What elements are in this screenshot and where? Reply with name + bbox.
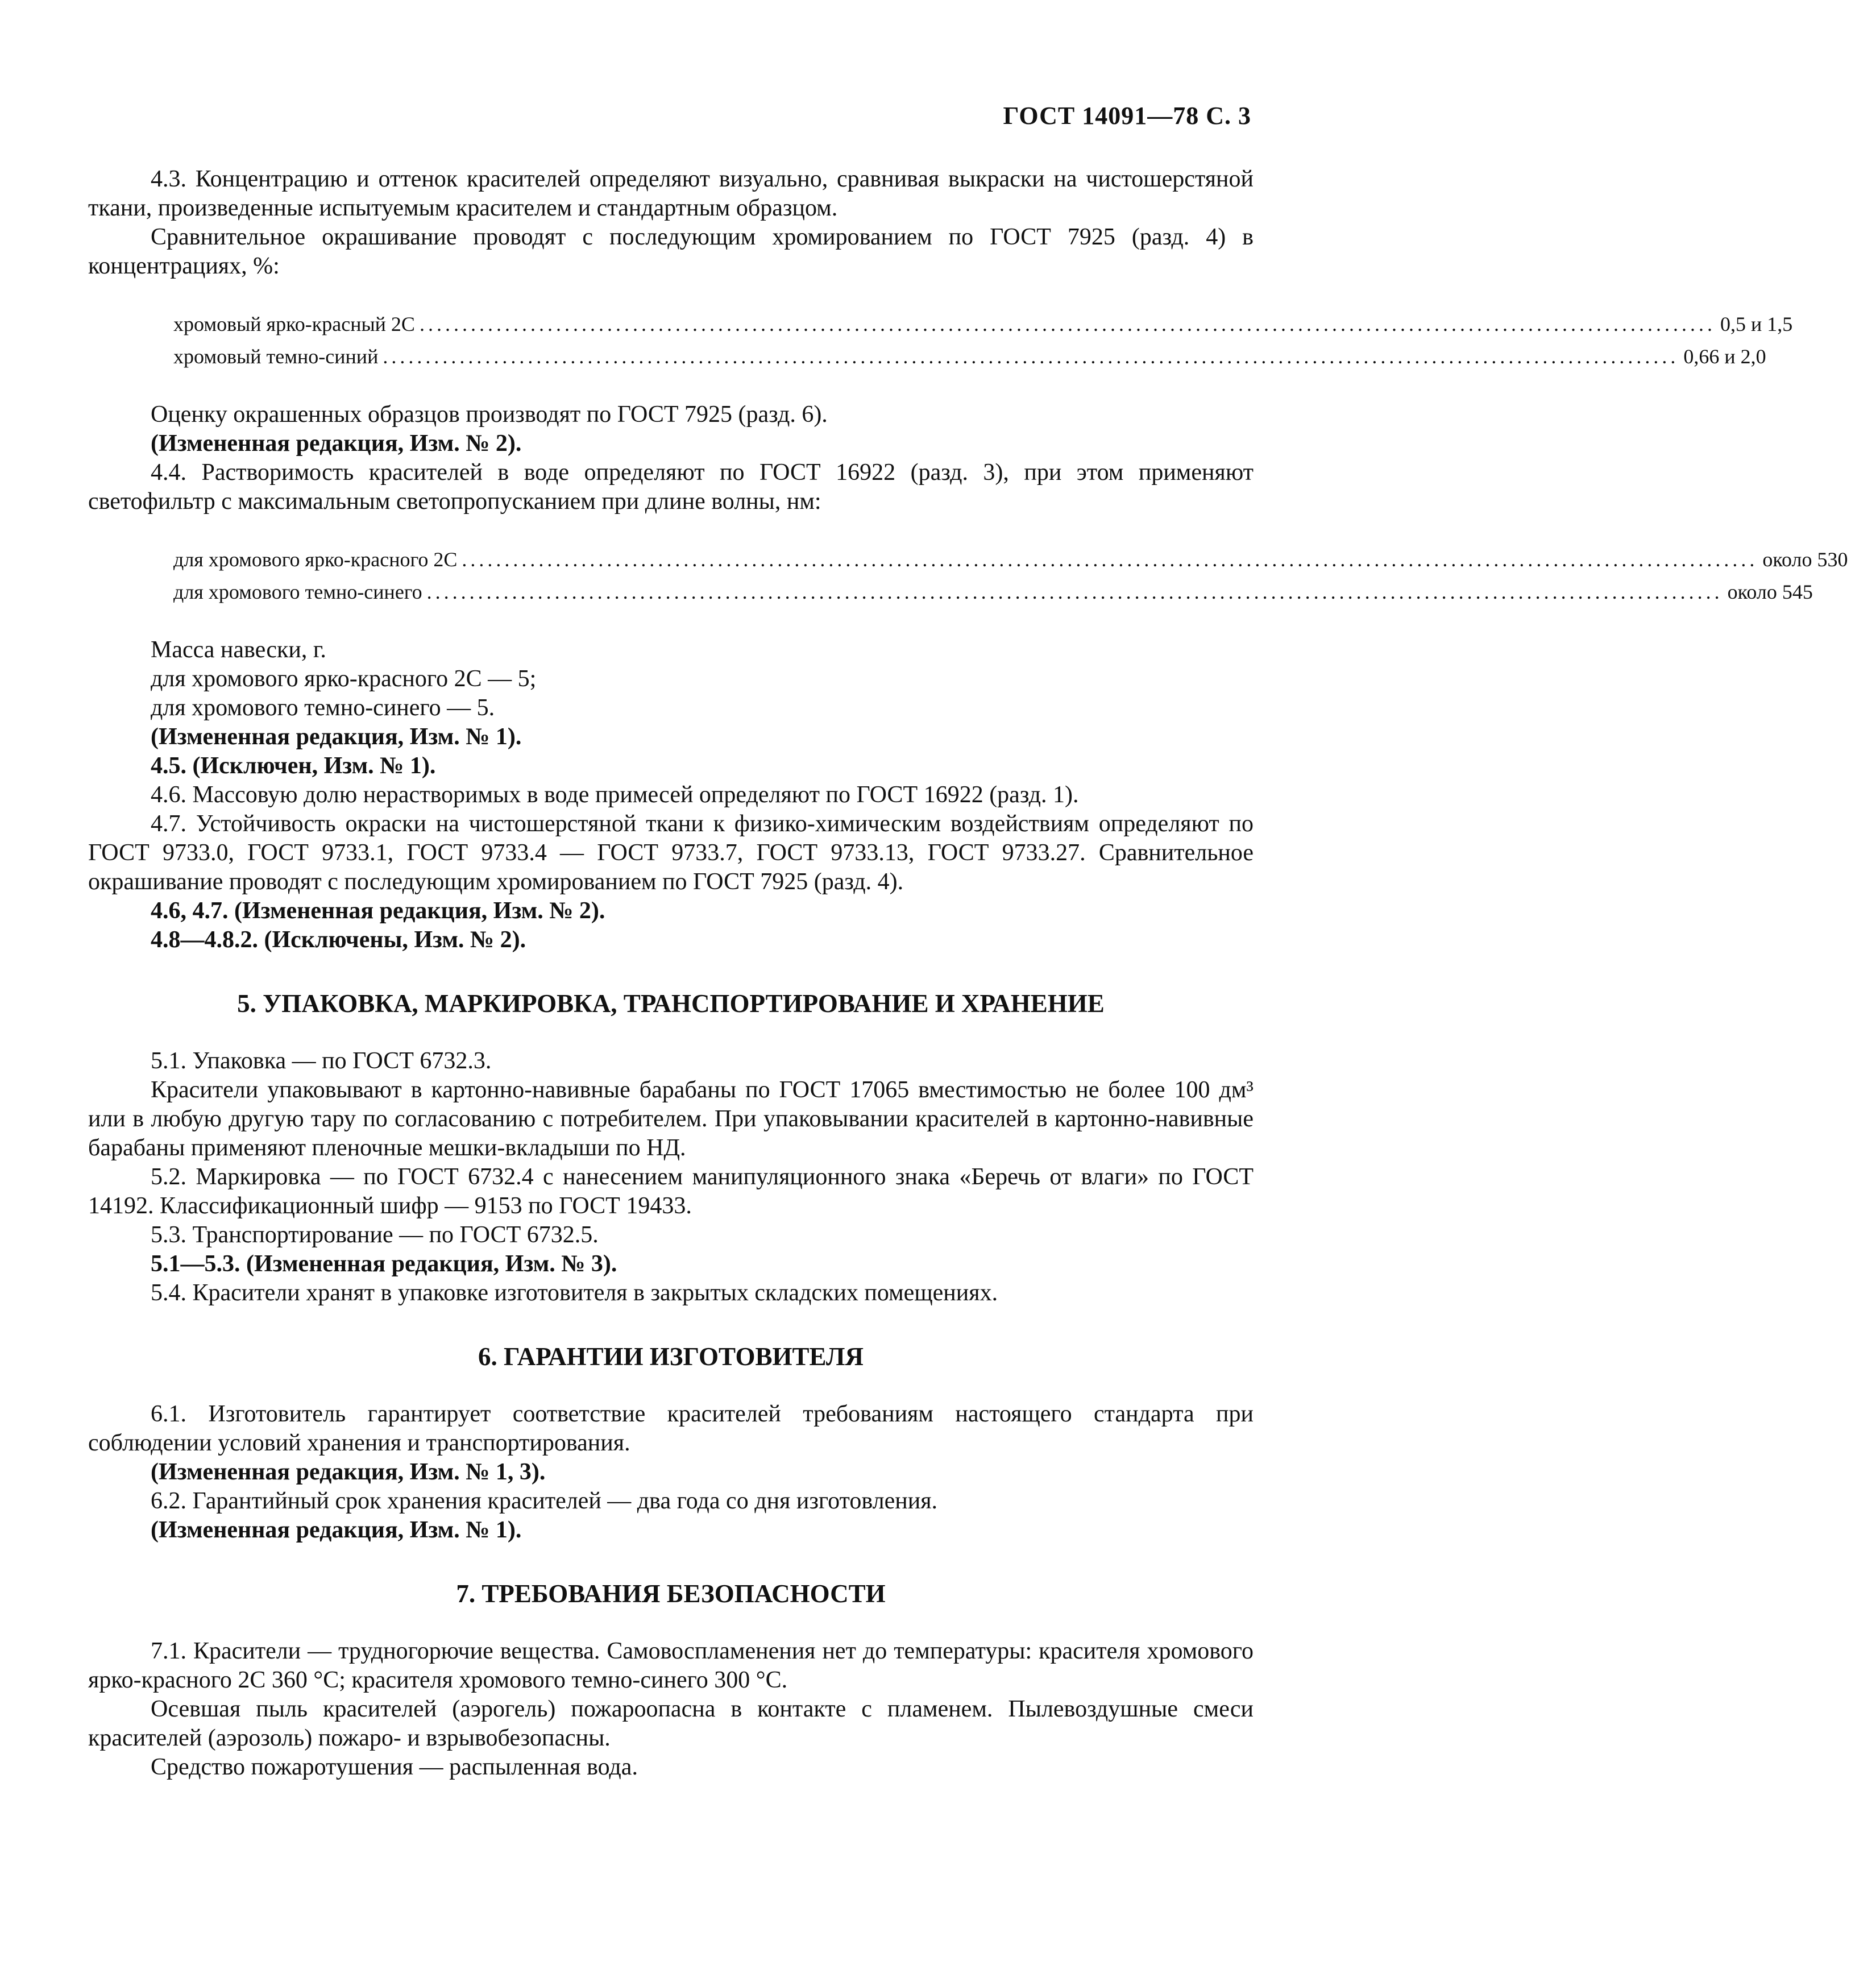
paragraph-4-8: 4.8—4.8.2. (Исключены, Изм. № 2).	[151, 927, 526, 953]
paragraph-7-1-extinguishing: Средство пожаротушения — распыленная вода.	[151, 1754, 638, 1780]
paragraph-6-2: 6.2. Гарантийный срок хранения красителей — два года со дня изготовления.	[151, 1488, 938, 1514]
paragraph-4-3-evaluation: Оценку окрашенных образцов производят по ГОСТ 7925 (разд. 6).	[151, 401, 828, 428]
paragraph-5-2: 5.2. Маркировка — по ГОСТ 6732.4 с нанесением манипуляционного знака «Беречь от влаги» по ГОСТ 14192. Классификационный шифр — 9153 по ГОСТ 19433.	[88, 1164, 1254, 1219]
sample-mass-heading: Масса навески, г.	[151, 637, 326, 663]
amendment-note: (Измененная редакция, Изм. № 1).	[151, 1517, 522, 1543]
section-7-heading: 7. ТРЕБОВАНИЯ БЕЗОПАСНОСТИ	[456, 1579, 886, 1608]
sample-mass-red: для хромового ярко-красного 2С — 5;	[151, 666, 537, 692]
paragraph-4-3: 4.3. Концентрацию и оттенок красителей определяют визуально, сравнивая выкраски на чистошерстяной ткани, произведенные испытуемым красителем и стандартным образцом.	[88, 166, 1254, 221]
paragraph-5-4: 5.4. Красители хранят в упаковке изготовителя в закрытых складских помещениях.	[151, 1280, 998, 1306]
amendment-note: 4.6, 4.7. (Измененная редакция, Изм. № 2).	[151, 898, 605, 924]
paragraph-5-1: 5.1. Упаковка — по ГОСТ 6732.3.	[151, 1048, 492, 1074]
concentration-list	[173, 308, 1793, 373]
paragraph-5-3: 5.3. Транспортирование — по ГОСТ 6732.5.	[151, 1222, 599, 1248]
page-header: ГОСТ 14091—78 С. 3	[1003, 102, 1251, 130]
paragraph-6-1: 6.1. Изготовитель гарантирует соответствие красителей требованиям настоящего стандарта при соблюдении условий хранения и транспортирования.	[88, 1401, 1254, 1456]
list-item: хромовый ярко-красный 2С ........................................................................................................................................................ 0,5 и 1,5	[173, 313, 1793, 335]
amendment-note: (Измененная редакция, Изм. № 1).	[151, 724, 522, 750]
amendment-note: (Измененная редакция, Изм. № 2).	[151, 430, 522, 457]
list-item: для хромового ярко-красного 2С ........................................................................................................................................................ около 530	[173, 548, 1848, 571]
paragraph-4-5: 4.5. (Исключен, Изм. № 1).	[151, 753, 436, 779]
paragraph-4-6: 4.6. Массовую долю нерастворимых в воде примесей определяют по ГОСТ 16922 (разд. 1).	[151, 782, 1079, 808]
paragraph-4-4: 4.4. Растворимость красителей в воде определяют по ГОСТ 16922 (разд. 3), при этом применяют светофильтр с максимальным светопропусканием при длине волны, нм:	[88, 459, 1254, 515]
list-item: хромовый темно-синий ........................................................................................................................................................ 0,66 и 2,0	[173, 345, 1766, 368]
paragraph-5-1-packaging: Красители упаковывают в картонно-навивные барабаны по ГОСТ 17065 вместимостью не более 100 дм³ или в любую другую тару по согласованию с потребителем. При упаковывании красителей в картонно-навивные барабаны применяют пленочные мешки-вкладыши по НД.	[88, 1077, 1254, 1161]
section-6-heading: 6. ГАРАНТИИ ИЗГОТОВИТЕЛЯ	[478, 1342, 864, 1371]
amendment-note: 5.1—5.3. (Измененная редакция, Изм. № 3).	[151, 1251, 617, 1277]
sample-mass-blue: для хромового темно-синего — 5.	[151, 695, 495, 721]
document-body	[88, 91, 1848, 1782]
amendment-note: (Измененная редакция, Изм. № 1, 3).	[151, 1459, 546, 1485]
section-5-heading: 5. УПАКОВКА, МАРКИРОВКА, ТРАНСПОРТИРОВАНИЕ И ХРАНЕНИЕ	[237, 989, 1105, 1018]
paragraph-4-3-comparison: Сравнительное окрашивание проводят с последующим хромированием по ГОСТ 7925 (разд. 4) в концентрациях, %:	[88, 224, 1254, 279]
paragraph-7-1-dust: Осевшая пыль красителей (аэрогель) пожароопасна в контакте с пламенем. Пылевоздушные смеси красителей (аэрозоль) пожаро- и взрывобезопасны.	[88, 1696, 1254, 1751]
wavelength-list	[173, 544, 1848, 608]
list-item: для хромового темно-синего ........................................................................................................................................................ около 545	[173, 581, 1813, 603]
paragraph-7-1: 7.1. Красители — трудногорючие вещества. Самовоспламенения нет до температуры: красителя хромового ярко-красного 2С 360 °С; красителя хромового темно-синего 300 °С.	[88, 1638, 1254, 1693]
paragraph-4-7: 4.7. Устойчивость окраски на чистошерстяной ткани к физико-химическим воздействиям определяют по ГОСТ 9733.0, ГОСТ 9733.1, ГОСТ 9733.4 — ГОСТ 9733.7, ГОСТ 9733.13, ГОСТ 9733.27. Сравнительное окрашивание проводят с последующим хромированием по ГОСТ 7925 (разд. 4).	[88, 811, 1254, 895]
